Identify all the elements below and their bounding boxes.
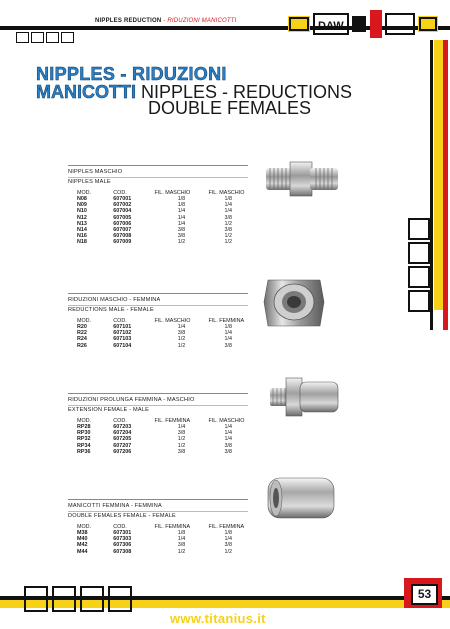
right-yellow-strip <box>434 40 443 310</box>
cell-fil-a: 1/2 <box>177 239 186 246</box>
cell-mod: R26 <box>77 342 87 349</box>
section-title-en: REDUCTIONS MALE - FEMALE <box>68 305 248 315</box>
cell-cod: 607205 <box>113 436 132 443</box>
cell-fil-b: 3/8 <box>224 448 232 455</box>
section-title-it: NIPPLES MASCHIO <box>68 169 123 175</box>
table-header-row <box>68 523 248 530</box>
cell-fil-a: 3/8 <box>177 430 186 437</box>
cell-cod: 607103 <box>113 336 132 343</box>
right-squares <box>408 218 430 312</box>
section-nipples-male <box>68 165 248 246</box>
col-cod: COD. <box>113 417 127 424</box>
cell-mod: RP30 <box>77 430 91 437</box>
cell-cod: 607005 <box>113 214 132 221</box>
heading-nipples-reductions: NIPPLES - REDUCTIONS <box>141 82 353 102</box>
cell-fil-a: 1/4 <box>177 220 186 227</box>
cell-fil-a: 3/8 <box>177 448 186 455</box>
bottom-left-squares <box>24 586 132 612</box>
col-fil-b: FIL. MASCHIO <box>208 417 245 424</box>
brand-logo <box>288 10 448 40</box>
cell-cod: 607004 <box>113 208 132 215</box>
col-mod: MOD. <box>77 523 92 530</box>
table-row <box>68 343 248 349</box>
col-fil-b: FIL. MASCHIO <box>208 189 245 196</box>
cell-mod: N10 <box>77 208 87 215</box>
cell-mod: N18 <box>77 239 87 246</box>
cell-fil-b: 1/4 <box>224 436 232 443</box>
cell-mod: M38 <box>77 530 88 537</box>
table-row <box>68 239 248 245</box>
section-title-en: EXTENSION FEMALE - MALE <box>68 405 248 415</box>
section-title-it: RIDUZIONI PROLUNGA FEMMINA - MASCHIO <box>68 397 195 403</box>
heading-line1: NIPPLES - RIDUZIONI <box>36 64 227 84</box>
cell-fil-b: 1/8 <box>224 530 232 537</box>
cell-cod: 607006 <box>113 220 132 227</box>
cell-fil-a: 1/4 <box>177 424 186 431</box>
product-image-reduction-male-female <box>262 272 326 338</box>
cell-fil-a: 1/4 <box>177 536 186 543</box>
cell-fil-b: 3/8 <box>224 342 232 349</box>
product-image-extension-female-male <box>268 372 342 422</box>
col-mod: MOD. <box>77 417 92 424</box>
cell-mod: R24 <box>77 336 87 343</box>
svg-text:DAW: DAW <box>318 20 344 32</box>
cell-cod: 607203 <box>113 424 132 431</box>
cell-fil-b: 1/4 <box>224 336 232 343</box>
cell-fil-a: 3/8 <box>177 227 186 234</box>
cell-fil-a: 1/8 <box>177 530 186 537</box>
col-fil-a: FIL. FEMMINA <box>154 417 191 424</box>
cell-fil-a: 3/8 <box>177 330 186 337</box>
cell-fil-b: 1/8 <box>224 324 232 331</box>
heading-manicotti: MANICOTTI <box>36 82 136 102</box>
cell-mod: N08 <box>77 196 87 203</box>
col-fil-a: FIL. MASCHIO <box>154 317 191 324</box>
section-title-it: RIDUZIONI MASCHIO - FEMMINA <box>68 297 161 303</box>
cell-fil-b: 1/8 <box>224 196 232 203</box>
cell-fil-b: 1/4 <box>224 424 232 431</box>
website-link[interactable]: www.titanius.it <box>170 611 266 626</box>
section-double-females <box>68 499 248 555</box>
cell-fil-b: 3/8 <box>224 214 232 221</box>
cell-mod: R22 <box>77 330 87 337</box>
cell-fil-a: 1/8 <box>177 202 186 209</box>
cell-fil-b: 1/2 <box>224 548 232 555</box>
table-header-row <box>68 189 248 196</box>
cell-fil-b: 1/4 <box>224 536 232 543</box>
spec-table <box>68 189 248 246</box>
cell-fil-a: 1/4 <box>177 214 186 221</box>
cell-fil-a: 1/2 <box>177 548 186 555</box>
section-reductions-male-female <box>68 293 248 349</box>
col-fil-b: FIL. FEMMINA <box>208 317 245 324</box>
cell-cod: 607001 <box>113 196 132 203</box>
section-extension-female-male <box>68 393 248 455</box>
cell-fil-b: 3/8 <box>224 227 232 234</box>
cell-cod: 607308 <box>113 548 132 555</box>
cell-fil-b: 1/4 <box>224 208 232 215</box>
cell-mod: N16 <box>77 233 87 240</box>
spec-table <box>68 417 248 455</box>
cell-cod: 607206 <box>113 448 132 455</box>
cell-mod: M42 <box>77 542 88 549</box>
cell-mod: N14 <box>77 227 87 234</box>
product-image-nipple-male <box>262 148 344 208</box>
cell-fil-b: 3/8 <box>224 442 232 449</box>
header-title: NIPPLES REDUCTION - RIDUZIONI MANICOTTI <box>95 18 237 24</box>
cell-mod: RP32 <box>77 436 91 443</box>
cell-cod: 607301 <box>113 530 132 537</box>
col-fil-b: FIL. FEMMINA <box>208 523 245 530</box>
cell-cod: 607102 <box>113 330 132 337</box>
cell-fil-b: 1/2 <box>224 220 232 227</box>
table-header-row <box>68 417 248 424</box>
product-image-double-female <box>262 470 340 526</box>
cell-cod: 607002 <box>113 202 132 209</box>
col-cod: COD. <box>113 317 127 324</box>
cell-mod: RP36 <box>77 448 91 455</box>
cell-cod: 607009 <box>113 239 132 246</box>
spec-table <box>68 523 248 555</box>
cell-mod: N12 <box>77 214 87 221</box>
section-title-en: DOUBLE FEMALES FEMALE - FEMALE <box>68 511 248 521</box>
cell-fil-a: 1/8 <box>177 196 186 203</box>
table-row <box>68 549 248 555</box>
cell-mod: M44 <box>77 548 88 555</box>
spec-table <box>68 317 248 349</box>
cell-cod: 607007 <box>113 227 132 234</box>
cell-cod: 607101 <box>113 324 132 331</box>
col-cod: COD. <box>113 189 127 196</box>
cell-fil-a: 1/4 <box>177 208 186 215</box>
cell-cod: 607104 <box>113 342 132 349</box>
cell-mod: RP34 <box>77 442 91 449</box>
cell-fil-b: 3/8 <box>224 542 232 549</box>
cell-fil-a: 1/4 <box>177 324 186 331</box>
cell-fil-b: 1/2 <box>224 233 232 240</box>
section-title-it: MANICOTTI FEMMINA - FEMMINA <box>68 503 162 509</box>
cell-fil-b: 1/4 <box>224 330 232 337</box>
cell-mod: R20 <box>77 324 87 331</box>
col-fil-a: FIL. MASCHIO <box>154 189 191 196</box>
cell-fil-b: 1/4 <box>224 430 232 437</box>
cell-mod: RP28 <box>77 424 91 431</box>
cell-cod: 607306 <box>113 542 132 549</box>
table-header-row <box>68 317 248 324</box>
col-mod: MOD. <box>77 317 92 324</box>
col-mod: MOD. <box>77 189 92 196</box>
right-red-strip <box>443 40 448 330</box>
cell-fil-a: 1/2 <box>177 342 186 349</box>
top-left-squares <box>16 30 76 48</box>
cell-mod: N09 <box>77 202 87 209</box>
table-row <box>68 449 248 455</box>
cell-mod: M40 <box>77 536 88 543</box>
right-bar <box>430 40 433 330</box>
page-number: 53 <box>411 584 438 605</box>
cell-fil-a: 1/2 <box>177 436 186 443</box>
col-fil-a: FIL. FEMMINA <box>154 523 191 530</box>
heading-line3: DOUBLE FEMALES <box>148 98 312 118</box>
cell-fil-b: 1/2 <box>224 239 232 246</box>
cell-cod: 607303 <box>113 536 132 543</box>
cell-fil-a: 1/2 <box>177 442 186 449</box>
section-title-en: NIPPLES MALE <box>68 177 248 187</box>
col-cod: COD. <box>113 523 127 530</box>
cell-fil-b: 1/4 <box>224 202 232 209</box>
cell-fil-a: 3/8 <box>177 542 186 549</box>
cell-fil-a: 3/8 <box>177 233 186 240</box>
cell-cod: 607207 <box>113 442 132 449</box>
cell-fil-a: 1/2 <box>177 336 186 343</box>
cell-mod: N13 <box>77 220 87 227</box>
cell-cod: 607008 <box>113 233 132 240</box>
cell-cod: 607204 <box>113 430 132 437</box>
